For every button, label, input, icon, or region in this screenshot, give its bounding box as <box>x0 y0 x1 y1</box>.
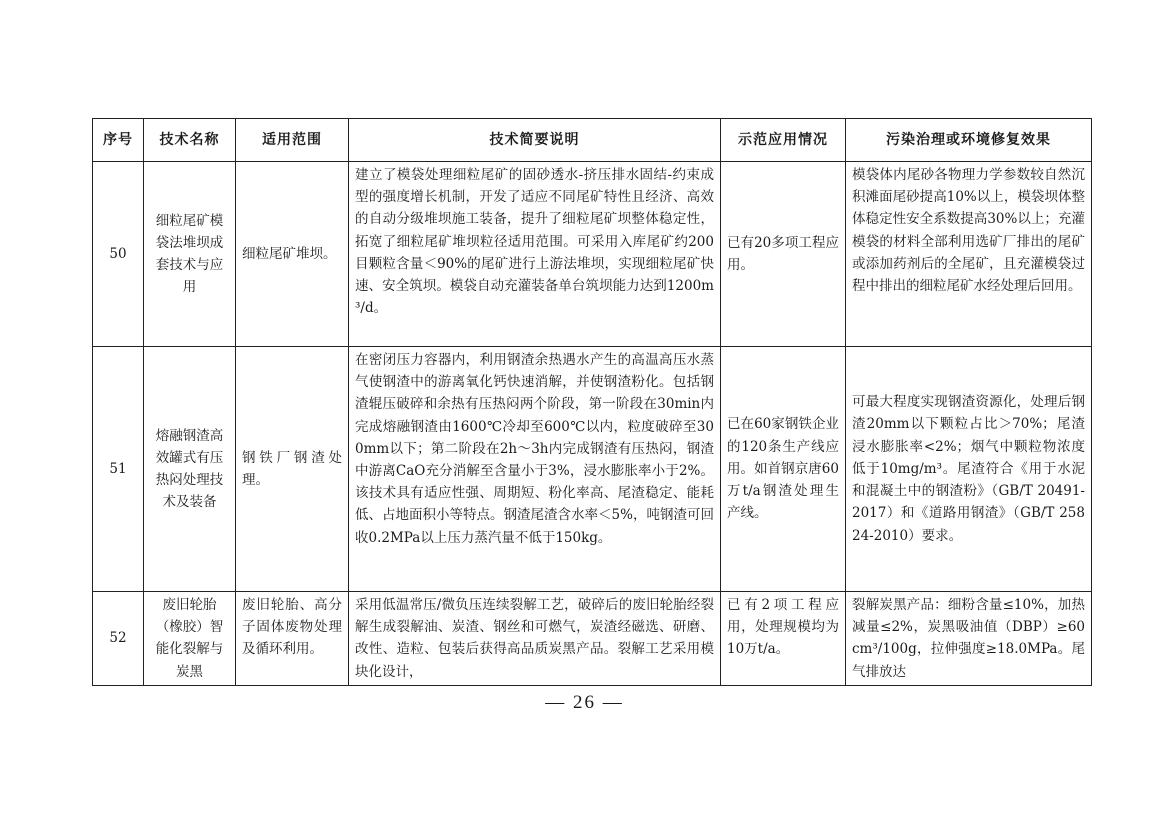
table-header-row <box>93 119 1092 162</box>
table-row <box>93 162 1092 347</box>
row-tech-name: 废旧轮胎（橡胶）智能化裂解与炭黑 <box>144 592 236 686</box>
header-index: 序号 <box>93 119 144 162</box>
header-name: 技术名称 <box>144 119 236 162</box>
header-description: 技术简要说明 <box>349 119 721 162</box>
row-application: 已在60家钢铁企业的120条生产线应用。如首钢京唐60万t/a钢渣处理生产线。 <box>721 347 846 592</box>
row-effect: 裂解炭黑产品：细粉含量≤10%，加热减量≤2%，炭黑吸油值（DBP）≥60cm³/100g，拉伸强度≥18.0MPa。尾气排放达 <box>846 592 1092 686</box>
row-scope: 细粒尾矿堆坝。 <box>236 162 349 347</box>
header-effect: 污染治理或环境修复效果 <box>846 119 1092 162</box>
row-description: 采用低温常压/微负压连续裂解工艺，破碎后的废旧轮胎经裂解生成裂解油、炭渣、钢丝和可燃气，炭渣经磁选、研磨、改性、造粒、包装后获得高品质炭黑产品。裂解工艺采用模块化设计， <box>349 592 721 686</box>
page-number: — 26 — <box>545 692 624 713</box>
row-index: 52 <box>93 592 144 686</box>
row-index: 50 <box>93 162 144 347</box>
row-application: 已有20多项工程应用。 <box>721 162 846 347</box>
row-application: 已有2项工程应用，处理规模均为10万t/a。 <box>721 592 846 686</box>
table-row <box>93 347 1092 592</box>
row-tech-name: 细粒尾矿模袋法堆坝成套技术与应用 <box>144 162 236 347</box>
technology-table <box>92 118 1092 686</box>
row-effect: 模袋体内尾砂各物理力学参数较自然沉积滩面尾砂提高10%以上，模袋坝体整体稳定性安全系数提高30%以上；充灌模袋的材料全部利用选矿厂排出的尾矿或添加药剂后的全尾矿，且充灌模袋过程中排出的细粒尾矿水经处理后回用。 <box>846 162 1092 347</box>
row-description: 建立了模袋处理细粒尾矿的固砂透水-挤压排水固结-约束成型的强度增长机制，开发了适应不同尾矿特性且经济、高效的自动分级堆坝施工装备，提升了细粒尾矿坝整体稳定性，拓宽了细粒尾矿堆坝粒径适用范围。可采用入库尾矿约200目颗粒含量＜90%的尾矿进行上游法堆坝，实现细粒尾矿快速、安全筑坝。模袋自动充灌装备单台筑坝能力达到1200m³/d。 <box>349 162 721 347</box>
header-scope: 适用范围 <box>236 119 349 162</box>
row-index: 51 <box>93 347 144 592</box>
table-row <box>93 592 1092 686</box>
row-effect: 可最大程度实现钢渣资源化，处理后钢渣20mm以下颗粒占比＞70%；尾渣浸水膨胀率<2%；烟气中颗粒物浓度低于10mg/m³。尾渣符合《用于水泥和混凝土中的钢渣粉》（GB/T 20491-2017）和《道路用钢渣》（GB/T 25824-2010）要求。 <box>846 347 1092 592</box>
row-tech-name: 熔融钢渣高效罐式有压热闷处理技术及装备 <box>144 347 236 592</box>
row-description: 在密闭压力容器内，利用钢渣余热遇水产生的高温高压水蒸气使钢渣中的游离氧化钙快速消解，并使钢渣粉化。包括钢渣辊压破碎和余热有压热闷两个阶段，第一阶段在30min内完成熔融钢渣由1600℃冷却至600℃以内，粒度破碎至300mm以下；第二阶段在2h～3h内完成钢渣有压热闷，钢渣中游离CaO充分消解至含量小于3%，浸水膨胀率小于2%。该技术具有适应性强、周期短、粉化率高、尾渣稳定、能耗低、占地面积小等特点。钢渣尾渣含水率＜5%，吨钢渣可回收0.2MPa以上压力蒸汽量不低于150kg。 <box>349 347 721 592</box>
row-scope: 废旧轮胎、高分子固体废物处理及循环利用。 <box>236 592 349 686</box>
header-application: 示范应用情况 <box>721 119 846 162</box>
row-scope: 钢铁厂钢渣处理。 <box>236 347 349 592</box>
